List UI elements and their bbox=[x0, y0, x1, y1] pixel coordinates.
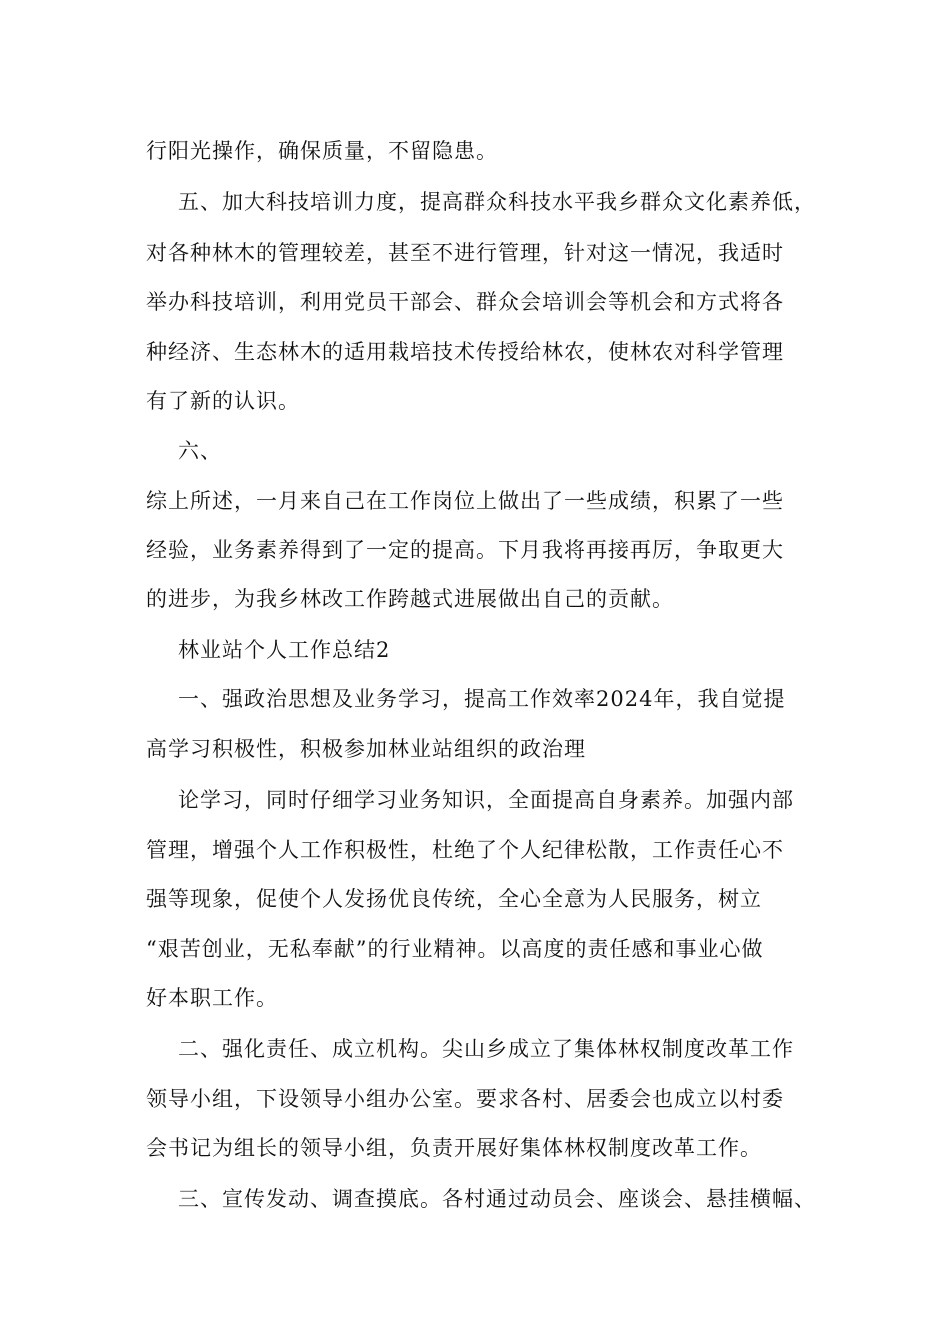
text-line: 种经济、生态林木的适用栽培技术传授给林农，使林农对科学管理 bbox=[146, 340, 784, 364]
section-heading: 林业站个人工作总结2 bbox=[178, 638, 391, 662]
text-line: 六、 bbox=[178, 439, 222, 463]
text-line: 一、强政治思想及业务学习，提高工作效率2024年，我自觉提 bbox=[178, 687, 786, 711]
text-line: 经验，业务素养得到了一定的提高。下月我将再接再厉，争取更大 bbox=[146, 538, 784, 562]
text-line: “艰苦创业，无私奉献”的行业精神。以高度的责任感和事业心做 bbox=[146, 937, 764, 961]
text-line: 领导小组，下设领导小组办公室。要求各村、居委会也成立以村委 bbox=[146, 1087, 784, 1111]
text-line: 有了新的认识。 bbox=[146, 389, 300, 413]
text-line: 强等现象，促使个人发扬优良传统，全心全意为人民服务，树立 bbox=[146, 887, 762, 911]
text-line: 五、加大科技培训力度，提高群众科技水平我乡群众文化素养低， bbox=[178, 190, 816, 214]
text-line: 会书记为组长的领导小组，负责开展好集体林权制度改革工作。 bbox=[146, 1136, 762, 1160]
text-line: 举办科技培训，利用党员干部会、群众会培训会等机会和方式将各 bbox=[146, 290, 784, 314]
text-line: 二、强化责任、成立机构。尖山乡成立了集体林权制度改革工作 bbox=[178, 1037, 794, 1061]
text-line: 对各种林木的管理较差，甚至不进行管理，针对这一情况，我适时 bbox=[146, 241, 784, 265]
text-line: 高学习积极性，积极参加林业站组织的政治理 bbox=[146, 737, 586, 761]
text-line: 好本职工作。 bbox=[146, 986, 278, 1010]
text-line: 三、宣传发动、调查摸底。各村通过动员会、座谈会、悬挂横幅、 bbox=[178, 1187, 816, 1211]
text-line: 综上所述，一月来自己在工作岗位上做出了一些成绩，积累了一些 bbox=[146, 489, 784, 513]
text-line: 论学习，同时仔细学习业务知识，全面提高自身素养。加强内部 bbox=[178, 788, 794, 812]
text-line: 管理，增强个人工作积极性，杜绝了个人纪律松散，工作责任心不 bbox=[146, 838, 784, 862]
text-line: 的进步，为我乡林改工作跨越式进展做出自己的贡献。 bbox=[146, 587, 674, 611]
text-line: 行阳光操作，确保质量，不留隐患。 bbox=[146, 139, 498, 163]
